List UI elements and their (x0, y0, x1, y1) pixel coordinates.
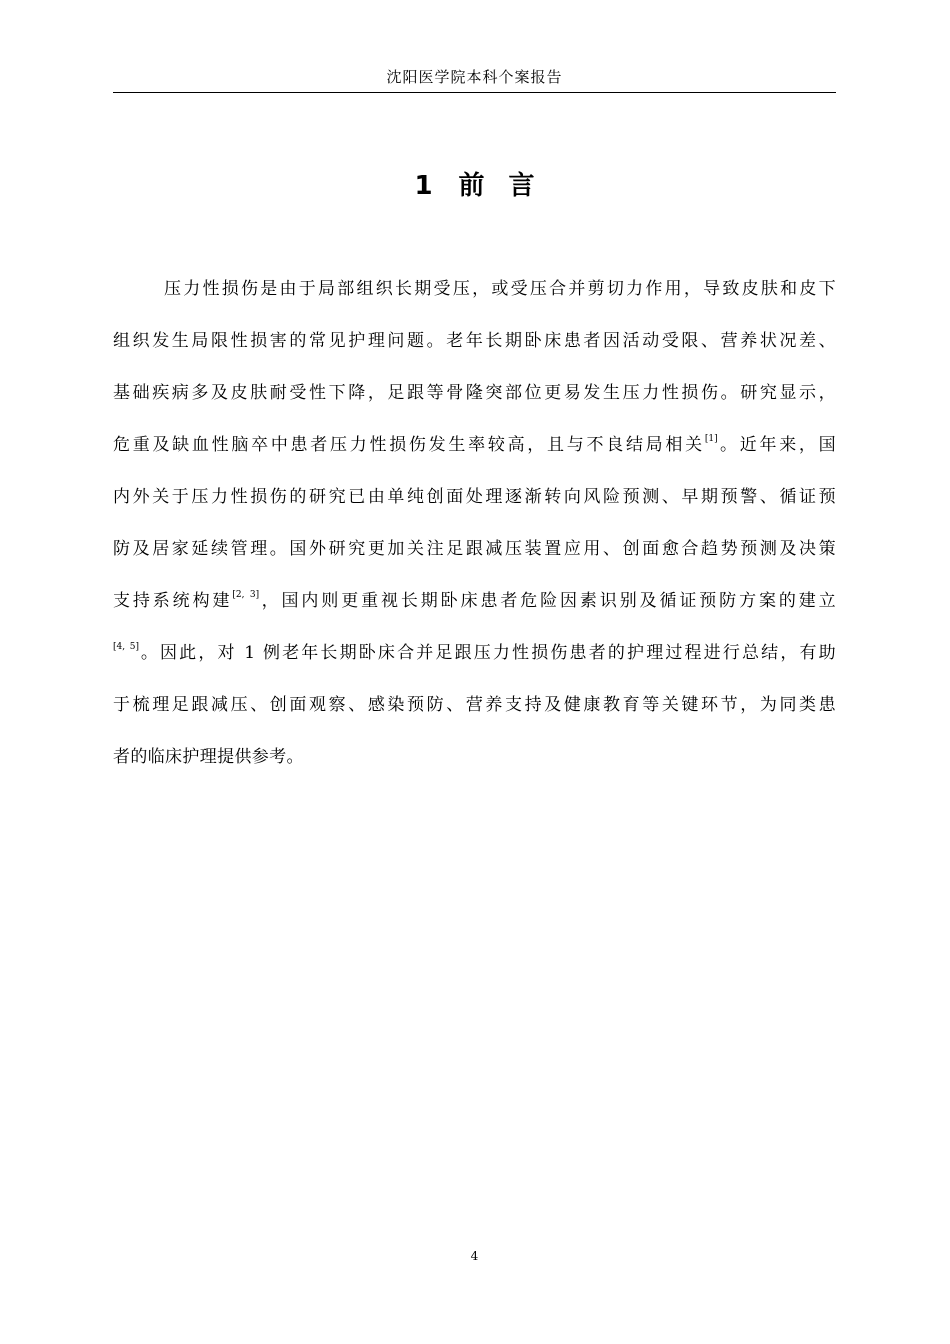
section-title: 前言 (458, 171, 559, 201)
line-text: 危重及缺血性脑卒中患者压力性损伤发生率较高，且与不良结局相关 (113, 435, 705, 455)
line-text: 压力性损伤是由于局部组织长期受压，或受压合并剪切力作用，导致皮肤和皮下 (164, 279, 836, 299)
page-number: 4 (470, 1249, 479, 1263)
body-paragraph (113, 274, 836, 794)
line-text: 于梳理足跟减压、创面观察、感染预防、营养支持及健康教育等关键环节，为同类患 (113, 695, 836, 715)
paragraph-line (113, 534, 836, 586)
citation-marker: [1] (704, 434, 718, 444)
header-rule (113, 92, 836, 93)
paragraph-line (113, 326, 836, 378)
section-heading (113, 166, 836, 206)
paragraph-line (113, 378, 836, 430)
line-text: 。近年来，国 (717, 435, 836, 455)
line-text: 防及居家延续管理。国外研究更加关注足跟减压装置应用、创面愈合趋势预测及决策 (113, 539, 836, 559)
paragraph-line (113, 638, 836, 690)
line-text: 基础疾病多及皮肤耐受性下降，足跟等骨隆突部位更易发生压力性损伤。研究显示， (113, 383, 836, 403)
line-text: 支持系统构建 (113, 591, 233, 611)
line-text: 内外关于压力性损伤的研究已由单纯创面处理逐渐转向风险预测、早期预警、循证预 (113, 487, 836, 507)
line-text: 者的临床护理提供参考。 (113, 747, 304, 767)
line-text: 。因此，对 1 例老年长期卧床合并足跟压力性损伤患者的护理过程进行总结，有助 (139, 643, 836, 663)
running-header: 沈阳医学院本科个案报告 (386, 68, 563, 86)
line-text: 组织发生局限性损害的常见护理问题。老年长期卧床患者因活动受限、营养状况差、 (113, 331, 836, 351)
paragraph-line (113, 430, 836, 482)
paragraph-line (113, 742, 836, 794)
section-number: 1 (414, 171, 433, 201)
line-text: ，国内则更重视长期卧床患者危险因素识别及循证预防方案的建立 (259, 591, 836, 611)
paragraph-line (113, 482, 836, 534)
paragraph-line (113, 274, 836, 326)
paragraph-line (113, 586, 836, 638)
citation-marker: [2, 3] (232, 590, 260, 600)
citation-marker: [4, 5] (113, 642, 140, 652)
paragraph-line (113, 690, 836, 742)
